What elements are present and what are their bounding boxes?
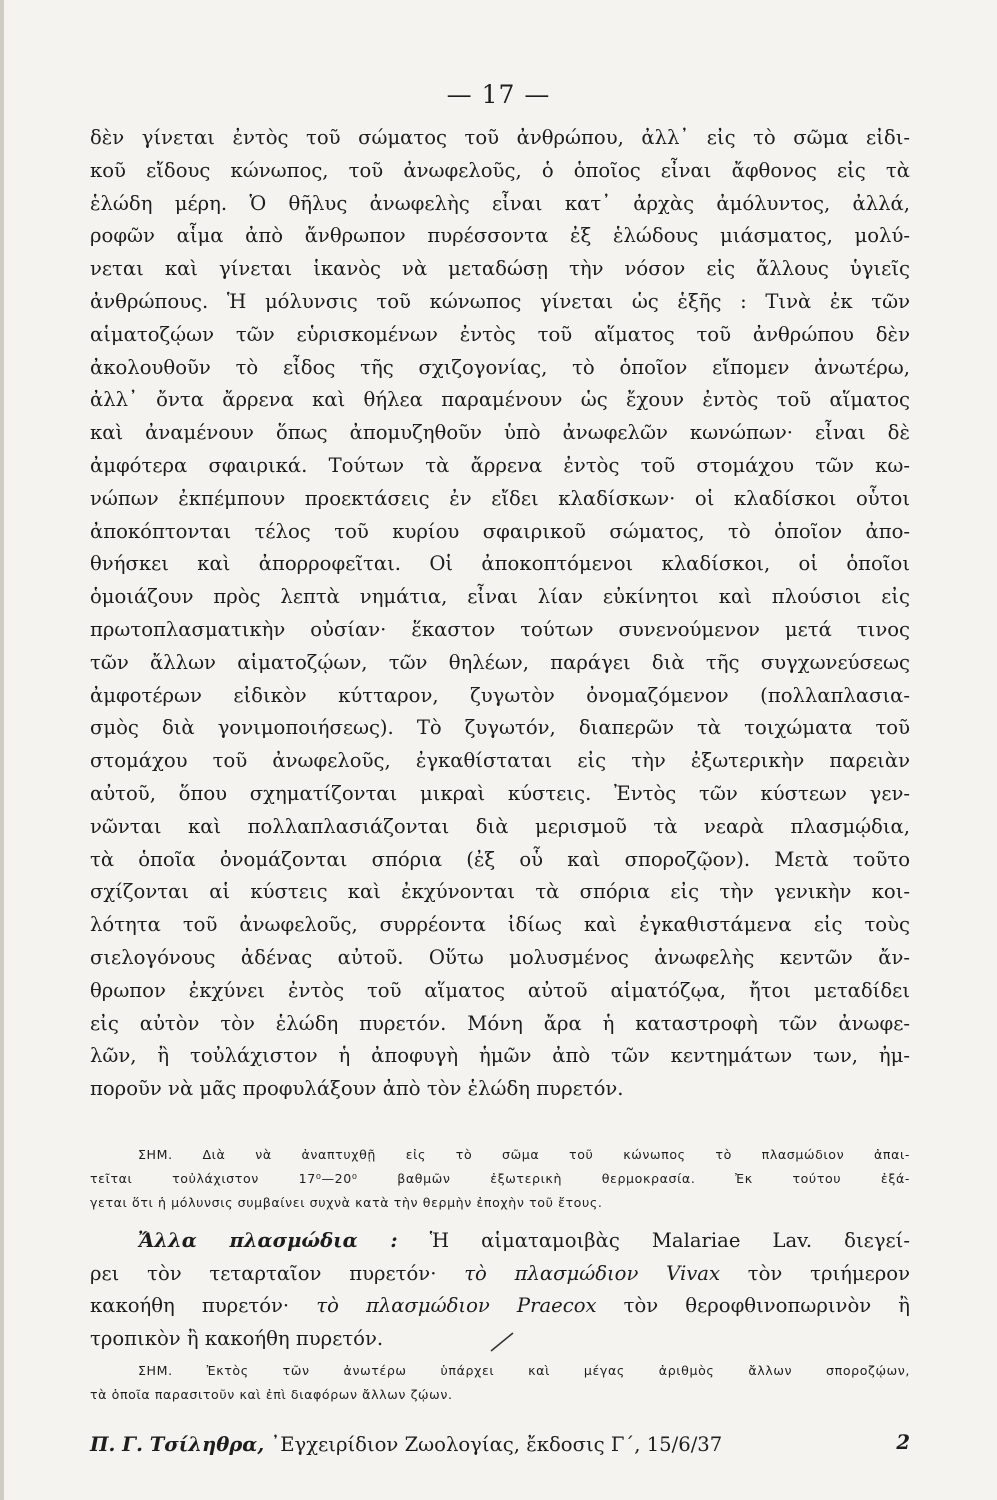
text-line: ἑλώδη μέρη. Ὁ θῆλυς ἀνωφελὴς εἶναι κατ᾽ ἀρχὰς ἀμόλυντος, ἀλλά, [90,191,910,215]
text-line: κοῦ εἴδους κώνωπος, τοῦ ἀνωφελοῦς, ὁ ὁποῖος εἶναι ἄφθονος εἰς τὰ [90,158,910,182]
text-line: ἀλλ᾽ ὄντα ἄρρενα καὶ θήλεα παραμένουν ὡς ἔχουν ἐντὸς τοῦ αἵματος [90,388,910,412]
note-line: τὰ ὁποῖα παρασιτοῦν καὶ ἐπὶ διαφόρων ἄλλων ζῴων. [90,1387,453,1402]
text-line: πρωτοπλασματικὴν οὐσίαν· ἕκαστον τούτων συνενούμενον μετά τινος [90,617,910,641]
text-line: θνήσκει καὶ ἀπορροφεῖται. Οἱ ἀποκοπτόμενοι κλαδίσκοι, οἱ ὁποῖοι [90,552,910,576]
text-line: δὲν γίνεται ἐντὸς τοῦ σώματος τοῦ ἀνθρώπου, ἀλλ᾽ εἰς τὸ σῶμα εἰδι- [90,126,910,149]
section-line: τροπικὸν ἢ κακοήθη πυρετόν. [90,1326,384,1350]
text-line: νῶνται καὶ πολλαπλασιάζονται διὰ μερισμοῦ τὰ νεαρὰ πλασμῴδια, [90,814,910,838]
text-line: ροφῶν αἷμα ἀπὸ ἄνθρωπον πυρέσσοντα ἐξ ἑλώδους μιάσματος, μολύ- [90,224,910,248]
text-line: λότητα τοῦ ἀνωφελοῦς, συρρέοντα ἰδίως καὶ ἐγκαθιστάμενα εἰς τοὺς [90,913,910,937]
footnote-other-sporozoa [90,1359,910,1407]
text-line: εἰς αὐτὸν τὸν ἑλώδη πυρετόν. Μόνη ἄρα ἡ καταστροφὴ τῶν ἀνωφε- [90,1011,910,1035]
text-line: ἀμφοτέρων εἰδικὸν κύτταρον, ζυγωτὸν ὀνομαζόμενον (πολλαπλασια- [90,683,910,707]
footer-title: ᾽Εγχειρίδιον Ζωολογίας, ἔκδοσις Γ΄, 15/6/37 [270,1433,723,1456]
note-line: ΣΗΜ. Ἐκτὸς τῶν ἀνωτέρω ὑπάρχει καὶ μέγας ἀριθμὸς ἄλλων σποροζῴων, [138,1363,910,1378]
text-line: ἀποκόπτονται τέλος τοῦ κυρίου σφαιρικοῦ σώματος, τὸ ὁποῖον ἀπο- [90,519,910,543]
text-line: ἀνθρώπους. Ἡ μόλυνσις τοῦ κώνωπος γίνεται ὡς ἑξῆς : Τινὰ ἐκ τῶν [90,289,910,313]
text-line: θρωπον ἐκχύνει ἐντὸς τοῦ αἵματος αὐτοῦ αἱματόζῳα, ἤτοι μεταδίδει [90,978,910,1002]
text-line: τὰ ὁποῖα ὀνομάζονται σπόρια (ἐξ οὗ καὶ σποροζῷον). Μετὰ τοῦτο [90,847,910,871]
page-footer [90,1431,890,1459]
section-line: Ἄλλα πλασμώδια : Ἡ αἱματαμοιβὰς Malariae Lav. διεγεί- [138,1229,910,1252]
section-line: ρει τὸν τεταρταῖον πυρετόν· τὸ πλασμώδιον Vivax τὸν τριήμερον [90,1261,910,1285]
text-line: αἱματοζῴων τῶν εὑρισκομένων ἐντὸς τοῦ αἵματος τοῦ ἀνθρώπου δὲν [90,322,910,346]
text-line: νώπων ἐκπέμπουν προεκτάσεις ἐν εἴδει κλαδίσκων· οἱ κλαδίσκοι οὗτοι [90,486,910,510]
note-line: τεῖται τοὐλάχιστον 17⁰—20⁰ βαθμῶν ἐξωτερικὴ θερμοκρασία. Ἐκ τούτου ἐξά- [90,1171,910,1186]
text-line: τῶν ἄλλων αἱματοζῴων, τῶν θηλέων, παράγει διὰ τῆς συγχωνεύσεως [90,650,910,674]
text-line: στομάχου τοῦ ἀνωφελοῦς, ἐγκαθίσταται εἰς τὴν ἐξωτερικὴν παρειὰν [90,749,910,773]
footnote-temperature [90,1143,910,1215]
sheet-number: 2 [896,1431,910,1454]
text-line: ἀκολουθοῦν τὸ εἶδος τῆς σχιζογονίας, τὸ ὁποῖον εἴπομεν ἀνωτέρω, [90,355,910,379]
footer-author: Π. Γ. Τσίληθρα, [90,1433,265,1456]
text-line: ἀμφότερα σφαιρικά. Τούτων τὰ ἄρρενα ἐντὸς τοῦ στομάχου τῶν κω- [90,453,910,477]
body-text [90,122,910,1106]
page-number: — 17 — [446,80,551,109]
page-edge-shadow [0,0,4,1500]
text-line: καὶ ἀναμένουν ὅπως ἀπομυζηθοῦν ὑπὸ ἀνωφελῶν κωνώπων· εἶναι δὲ [90,421,910,445]
note-line: ΣΗΜ. Διὰ νὰ ἀναπτυχθῇ εἰς τὸ σῶμα τοῦ κώνωπος τὸ πλασμώδιον ἀπαι- [138,1147,910,1162]
section-line: κακοήθη πυρετόν· τὸ πλασμώδιον Praecox τὸν θεροφθινοπωρινὸν ἢ [90,1294,910,1317]
text-line: σιελογόνους ἀδένας αὐτοῦ. Οὕτω μολυσμένος ἀνωφελὴς κεντῶν ἄν- [90,945,910,969]
note-line: γεται ὅτι ἡ μόλυνσις συμβαίνει συχνὰ κατὰ τὴν θερμὴν ἐποχὴν τοῦ ἔτους. [90,1195,603,1210]
text-line: αὐτοῦ, ὅπου σχηματίζονται μικραὶ κύστεις. Ἐντὸς τῶν κύστεων γεν- [90,781,910,805]
section-heading: Ἄλλα πλασμώδια : [138,1229,398,1252]
text-line: σχίζονται αἱ κύστεις καὶ ἐκχύνονται τὰ σπόρια εἰς τὴν γενικὴν κοι- [90,880,910,904]
text-line: ποροῦν νὰ μᾶς προφυλάξουν ἀπὸ τὸν ἑλώδη πυρετόν. [90,1077,624,1101]
text-line: σμὸς διὰ γονιμοποιήσεως). Τὸ ζυγωτόν, διαπερῶν τὰ τοιχώματα τοῦ [90,716,910,740]
text-line: λῶν, ἢ τοὐλάχιστον ἡ ἀποφυγὴ ἡμῶν ἀπὸ τῶν κεντημάτων των, ἠμ- [90,1044,910,1068]
pen-mark-icon [487,1330,517,1354]
text-line: ὁμοιάζουν πρὸς λεπτὰ νημάτια, εἶναι λίαν εὐκίνητοι καὶ πλούσιοι εἰς [90,585,910,609]
text-line: νεται καὶ γίνεται ἱκανὸς νὰ μεταδώσῃ τὴν νόσον εἰς ἄλλους ὑγιεῖς [90,257,910,281]
